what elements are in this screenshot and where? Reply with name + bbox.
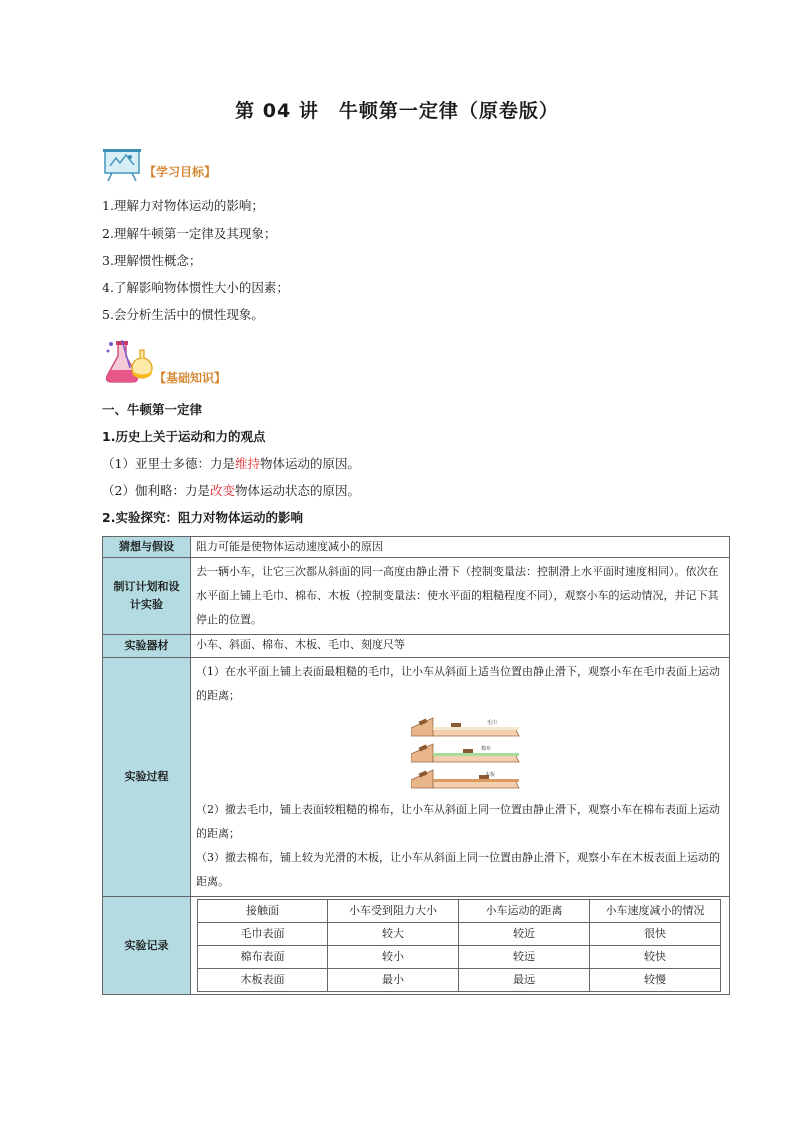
table-cell: 较远 xyxy=(459,946,590,969)
table-row xyxy=(103,635,730,658)
galileo-view: （2）伽利略：力是改变物体运动状态的原因。 xyxy=(102,483,360,498)
record-row xyxy=(198,923,721,946)
row-header: 实验过程 xyxy=(103,658,191,897)
objectives-header xyxy=(102,148,216,182)
flask-icon xyxy=(102,338,154,386)
key-term: 维持 xyxy=(234,456,260,471)
experiment-table xyxy=(102,536,730,995)
column-header: 小车速度减小的情况 xyxy=(590,900,721,923)
row-header: 猜想与假设 xyxy=(103,537,191,558)
column-header: 小车运动的距离 xyxy=(459,900,590,923)
diagram-label: 毛巾 xyxy=(487,720,498,726)
column-header: 小车受到阻力大小 xyxy=(328,900,459,923)
objective-item: 4.了解影响物体惯性大小的因素； xyxy=(102,280,289,295)
table-cell: 棉布表面 xyxy=(198,946,328,969)
table-cell: 较慢 xyxy=(590,969,721,992)
table-row xyxy=(103,658,730,897)
table-row xyxy=(103,537,730,558)
easel-icon xyxy=(102,148,144,182)
objective-item: 3.理解惯性概念； xyxy=(102,253,202,268)
objective-item: 2.理解牛顿第一定律及其现象； xyxy=(102,226,277,241)
table-row xyxy=(103,897,730,995)
record-row xyxy=(198,969,721,992)
objective-item: 5.会分析生活中的惯性现象。 xyxy=(102,307,264,322)
page-title: 第 04 讲 牛顿第一定律（原卷版） xyxy=(235,100,559,122)
table-cell: 毛巾表面 xyxy=(198,923,328,946)
table-cell: 最远 xyxy=(459,969,590,992)
row-header: 制订计划和设计实验 xyxy=(103,558,191,635)
table-row xyxy=(103,558,730,635)
objective-item: 1.理解力对物体运动的影响； xyxy=(102,198,264,213)
table-cell: 木板表面 xyxy=(198,969,328,992)
process-content xyxy=(191,658,730,897)
experiment-diagram xyxy=(411,714,521,792)
subsection-heading: 1.历史上关于运动和力的观点 xyxy=(102,429,266,444)
process-step: （3）撤去棉布，铺上较为光滑的木板，让小车从斜面上同一位置由静止滑下，观察小车在木板表面上运动的距离。 xyxy=(196,851,720,888)
diagram-label: 棉布 xyxy=(481,746,492,752)
subsection-heading: 2.实验探究：阻力对物体运动的影响 xyxy=(102,510,303,525)
section-heading: 一、牛顿第一定律 xyxy=(102,402,203,417)
record-table xyxy=(197,899,721,992)
table-cell: 较近 xyxy=(459,923,590,946)
table-cell: 较大 xyxy=(328,923,459,946)
column-header: 接触面 xyxy=(198,900,328,923)
key-term: 改变 xyxy=(209,483,235,498)
row-header: 实验器材 xyxy=(103,635,191,658)
table-cell: 很快 xyxy=(590,923,721,946)
aristotle-view: （1）亚里士多德：力是维持物体运动的原因。 xyxy=(102,456,360,471)
row-content: 阻力可能是使物体运动速度减小的原因 xyxy=(191,537,730,558)
process-step: （1）在水平面上铺上表面最粗糙的毛巾，让小车从斜面上适当位置由静止滑下，观察小车在毛巾表面上运动的距离； xyxy=(196,665,720,702)
table-cell: 较快 xyxy=(590,946,721,969)
row-content: 小车、斜面、棉布、木板、毛巾、刻度尺等 xyxy=(191,635,730,658)
basics-header xyxy=(102,338,226,386)
objectives-heading: 【学习目标】 xyxy=(144,165,217,179)
record-content xyxy=(191,897,730,995)
table-cell: 最小 xyxy=(328,969,459,992)
record-header-row xyxy=(198,900,721,923)
diagram-label: 木板 xyxy=(485,772,496,778)
process-step: （2）撤去毛巾，铺上表面较粗糙的棉布，让小车从斜面上同一位置由静止滑下，观察小车在棉布表面上运动的距离； xyxy=(196,803,720,840)
basics-heading: 【基础知识】 xyxy=(154,371,227,385)
table-cell: 较小 xyxy=(328,946,459,969)
row-content: 去一辆小车，让它三次都从斜面的同一高度由静止滑下（控制变量法：控制滑上水平面时速度相同）。依次在水平面上铺上毛巾、棉布、木板（控制变量法：使水平面的粗糙程度不同），观察小车的运动情况，并记下其停止的位置。 xyxy=(191,558,730,635)
row-header: 实验记录 xyxy=(103,897,191,995)
record-row xyxy=(198,946,721,969)
